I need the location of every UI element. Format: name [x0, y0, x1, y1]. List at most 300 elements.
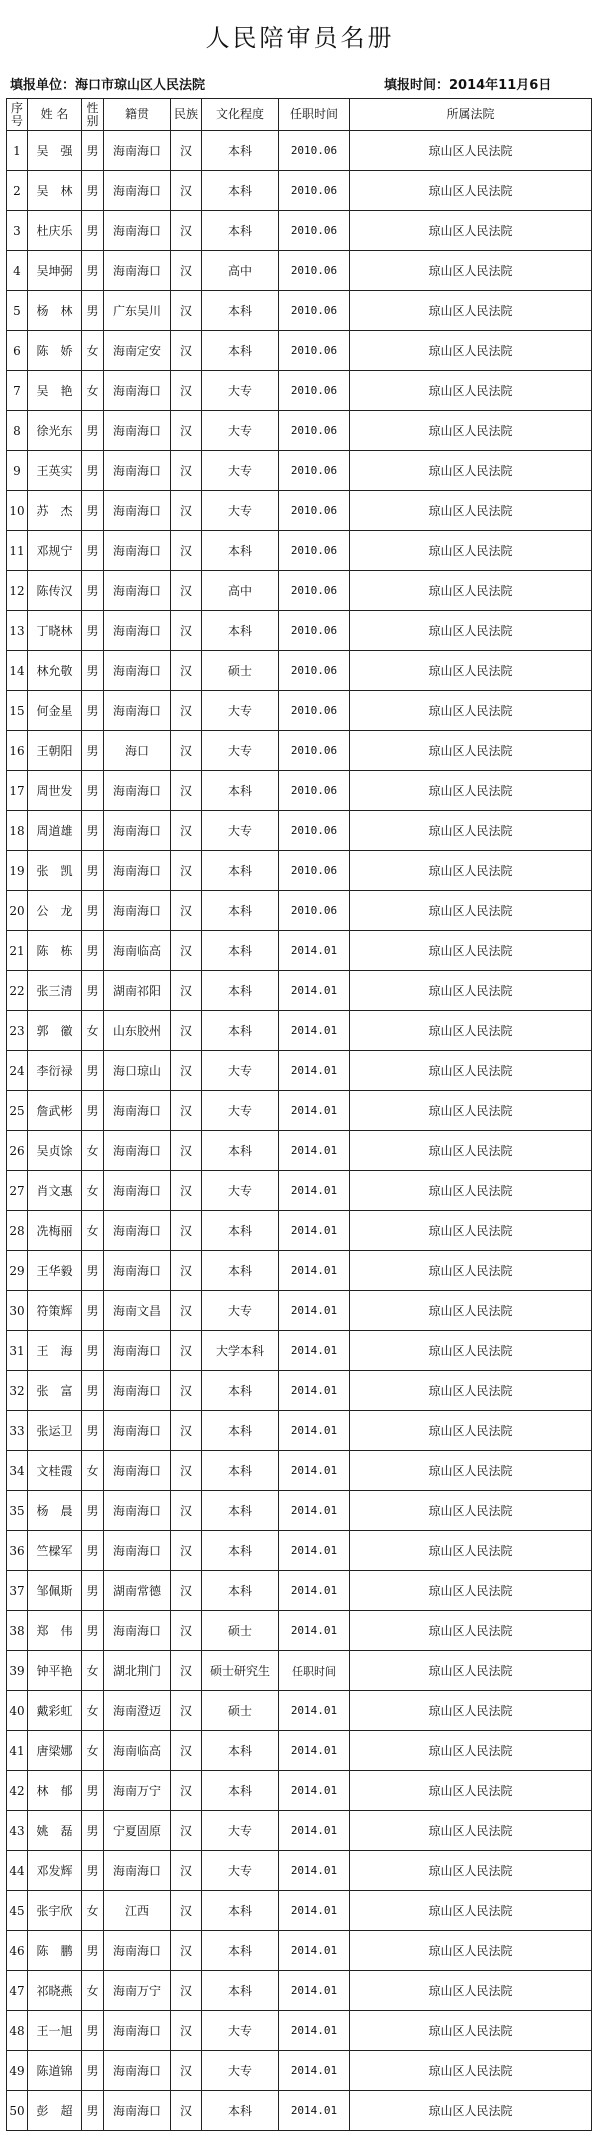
- table-row: [7, 1211, 592, 1251]
- cell-ethnicity: 汉: [171, 1371, 202, 1411]
- cell-index: 22: [7, 971, 28, 1011]
- cell-gender: 男: [82, 2051, 104, 2091]
- cell-education: 大专: [202, 1291, 279, 1331]
- cell-gender: 女: [82, 1971, 104, 2011]
- table-row: [7, 1291, 592, 1331]
- cell-index: 46: [7, 1931, 28, 1971]
- cell-index: 9: [7, 451, 28, 491]
- cell-origin: 海南万宁: [104, 1971, 171, 2011]
- cell-index: 18: [7, 811, 28, 851]
- cell-index: 43: [7, 1811, 28, 1851]
- cell-index: 40: [7, 1691, 28, 1731]
- cell-term-date: 2014.01: [279, 1011, 350, 1051]
- cell-origin: 江西: [104, 1891, 171, 1931]
- cell-gender: 男: [82, 2011, 104, 2051]
- table-row: [7, 1411, 592, 1451]
- cell-ethnicity: 汉: [171, 2091, 202, 2131]
- cell-gender: 男: [82, 1811, 104, 1851]
- cell-ethnicity: 汉: [171, 1251, 202, 1291]
- cell-index: 12: [7, 571, 28, 611]
- cell-index: 47: [7, 1971, 28, 2011]
- col-header-ethnicity: 民族: [171, 99, 202, 131]
- col-header-education: 文化程度: [202, 99, 279, 131]
- cell-name: 张 富: [28, 1371, 82, 1411]
- cell-gender: 男: [82, 1051, 104, 1091]
- cell-education: 大专: [202, 491, 279, 531]
- cell-index: 16: [7, 731, 28, 771]
- cell-term-date: 2014.01: [279, 1531, 350, 1571]
- table-row: [7, 1131, 592, 1171]
- cell-index: 21: [7, 931, 28, 971]
- cell-origin: 海南海口: [104, 2011, 171, 2051]
- cell-gender: 男: [82, 131, 104, 171]
- cell-ethnicity: 汉: [171, 971, 202, 1011]
- cell-court: 琼山区人民法院: [350, 1571, 592, 1611]
- cell-gender: 男: [82, 651, 104, 691]
- cell-index: 31: [7, 1331, 28, 1371]
- cell-term-date: 2014.01: [279, 1051, 350, 1091]
- cell-court: 琼山区人民法院: [350, 1651, 592, 1691]
- cell-court: 琼山区人民法院: [350, 1291, 592, 1331]
- cell-education: 本科: [202, 771, 279, 811]
- cell-name: 竺樑军: [28, 1531, 82, 1571]
- cell-education: 大专: [202, 1091, 279, 1131]
- cell-term-date: 2010.06: [279, 691, 350, 731]
- cell-term-date: 2014.01: [279, 1131, 350, 1171]
- cell-origin: 海南海口: [104, 411, 171, 451]
- cell-name: 张运卫: [28, 1411, 82, 1451]
- cell-term-date: 2014.01: [279, 1171, 350, 1211]
- cell-court: 琼山区人民法院: [350, 1091, 592, 1131]
- cell-index: 41: [7, 1731, 28, 1771]
- cell-index: 7: [7, 371, 28, 411]
- cell-education: 本科: [202, 531, 279, 571]
- cell-name: 林允敬: [28, 651, 82, 691]
- cell-index: 50: [7, 2091, 28, 2131]
- cell-ethnicity: 汉: [171, 1531, 202, 1571]
- cell-name: 张宇欣: [28, 1891, 82, 1931]
- cell-court: 琼山区人民法院: [350, 1011, 592, 1051]
- cell-education: 本科: [202, 1971, 279, 2011]
- cell-court: 琼山区人民法院: [350, 771, 592, 811]
- cell-index: 5: [7, 291, 28, 331]
- cell-name: 郑 伟: [28, 1611, 82, 1651]
- cell-name: 姚 磊: [28, 1811, 82, 1851]
- cell-origin: 海南万宁: [104, 1771, 171, 1811]
- cell-ethnicity: 汉: [171, 1131, 202, 1171]
- cell-education: 大专: [202, 2011, 279, 2051]
- cell-education: 大专: [202, 1171, 279, 1211]
- cell-gender: 女: [82, 1451, 104, 1491]
- cell-name: 何金星: [28, 691, 82, 731]
- cell-court: 琼山区人民法院: [350, 1611, 592, 1651]
- cell-ethnicity: 汉: [171, 1211, 202, 1251]
- cell-term-date: 2014.01: [279, 1851, 350, 1891]
- cell-index: 37: [7, 1571, 28, 1611]
- cell-gender: 男: [82, 1491, 104, 1531]
- cell-court: 琼山区人民法院: [350, 1811, 592, 1851]
- table-row: [7, 1011, 592, 1051]
- cell-education: 本科: [202, 611, 279, 651]
- table-row: [7, 1251, 592, 1291]
- cell-name: 戴彩虹: [28, 1691, 82, 1731]
- cell-term-date: 2014.01: [279, 1611, 350, 1651]
- cell-gender: 男: [82, 251, 104, 291]
- cell-education: 本科: [202, 331, 279, 371]
- cell-court: 琼山区人民法院: [350, 1691, 592, 1731]
- cell-education: 高中: [202, 571, 279, 611]
- cell-origin: 海南海口: [104, 1411, 171, 1451]
- cell-ethnicity: 汉: [171, 1691, 202, 1731]
- cell-origin: 海南澄迈: [104, 1691, 171, 1731]
- cell-index: 1: [7, 131, 28, 171]
- table-row: [7, 2091, 592, 2131]
- cell-origin: 海南海口: [104, 1171, 171, 1211]
- cell-origin: 海南海口: [104, 1451, 171, 1491]
- cell-gender: 女: [82, 331, 104, 371]
- cell-name: 丁晓林: [28, 611, 82, 651]
- cell-name: 王 海: [28, 1331, 82, 1371]
- cell-education: 本科: [202, 971, 279, 1011]
- cell-court: 琼山区人民法院: [350, 811, 592, 851]
- cell-name: 陈 鹏: [28, 1931, 82, 1971]
- table-row: [7, 691, 592, 731]
- cell-term-date: 2010.06: [279, 411, 350, 451]
- cell-name: 吴 艳: [28, 371, 82, 411]
- reporting-unit: 填报单位：海口市琼山区人民法院: [10, 78, 206, 93]
- cell-term-date: 2014.01: [279, 1291, 350, 1331]
- cell-term-date: 2014.01: [279, 1971, 350, 2011]
- cell-index: 6: [7, 331, 28, 371]
- cell-education: 硕士研究生: [202, 1651, 279, 1691]
- cell-origin: 海南海口: [104, 171, 171, 211]
- table-row: [7, 1971, 592, 2011]
- cell-index: 33: [7, 1411, 28, 1451]
- cell-gender: 男: [82, 171, 104, 211]
- cell-name: 王英实: [28, 451, 82, 491]
- cell-term-date: 2014.01: [279, 1251, 350, 1291]
- table-row: [7, 411, 592, 451]
- cell-ethnicity: 汉: [171, 1491, 202, 1531]
- cell-term-date: 2010.06: [279, 491, 350, 531]
- cell-origin: 海南海口: [104, 1211, 171, 1251]
- cell-name: 彭 超: [28, 2091, 82, 2131]
- cell-court: 琼山区人民法院: [350, 1771, 592, 1811]
- cell-name: 张三清: [28, 971, 82, 1011]
- cell-gender: 男: [82, 1531, 104, 1571]
- cell-origin: 海南海口: [104, 211, 171, 251]
- cell-education: 大专: [202, 451, 279, 491]
- cell-ethnicity: 汉: [171, 1891, 202, 1931]
- cell-education: 大专: [202, 1051, 279, 1091]
- cell-term-date: 2010.06: [279, 611, 350, 651]
- cell-ethnicity: 汉: [171, 1771, 202, 1811]
- cell-ethnicity: 汉: [171, 1851, 202, 1891]
- cell-education: 本科: [202, 1251, 279, 1291]
- col-header-index: 序号: [7, 99, 28, 131]
- cell-gender: 男: [82, 1091, 104, 1131]
- cell-court: 琼山区人民法院: [350, 371, 592, 411]
- cell-gender: 女: [82, 1131, 104, 1171]
- table-row: [7, 1691, 592, 1731]
- table-row: [7, 931, 592, 971]
- cell-origin: 海南海口: [104, 1371, 171, 1411]
- table-row: [7, 1091, 592, 1131]
- cell-name: 唐梁娜: [28, 1731, 82, 1771]
- cell-education: 大专: [202, 1851, 279, 1891]
- table-row: [7, 331, 592, 371]
- cell-term-date: 2014.01: [279, 1331, 350, 1371]
- cell-ethnicity: 汉: [171, 411, 202, 451]
- table-row: [7, 971, 592, 1011]
- cell-education: 本科: [202, 891, 279, 931]
- cell-index: 42: [7, 1771, 28, 1811]
- cell-term-date: 2010.06: [279, 851, 350, 891]
- cell-ethnicity: 汉: [171, 291, 202, 331]
- cell-court: 琼山区人民法院: [350, 1891, 592, 1931]
- table-row: [7, 1891, 592, 1931]
- cell-origin: 海南临高: [104, 1731, 171, 1771]
- cell-gender: 女: [82, 1211, 104, 1251]
- cell-gender: 女: [82, 1691, 104, 1731]
- cell-term-date: 2014.01: [279, 1491, 350, 1531]
- cell-name: 文桂霞: [28, 1451, 82, 1491]
- cell-origin: 宁夏固原: [104, 1811, 171, 1851]
- cell-origin: 海南海口: [104, 1091, 171, 1131]
- cell-name: 肖文惠: [28, 1171, 82, 1211]
- cell-index: 28: [7, 1211, 28, 1251]
- cell-index: 19: [7, 851, 28, 891]
- cell-ethnicity: 汉: [171, 1931, 202, 1971]
- cell-term-date: 2010.06: [279, 571, 350, 611]
- cell-gender: 男: [82, 491, 104, 531]
- cell-origin: 海南海口: [104, 491, 171, 531]
- table-row: [7, 291, 592, 331]
- cell-name: 陈 栋: [28, 931, 82, 971]
- cell-name: 杨 林: [28, 291, 82, 331]
- cell-gender: 男: [82, 1611, 104, 1651]
- table-row: [7, 2011, 592, 2051]
- cell-ethnicity: 汉: [171, 211, 202, 251]
- cell-origin: 海南海口: [104, 851, 171, 891]
- cell-court: 琼山区人民法院: [350, 131, 592, 171]
- table-row: [7, 1491, 592, 1531]
- cell-term-date: 2010.06: [279, 771, 350, 811]
- cell-ethnicity: 汉: [171, 1971, 202, 2011]
- cell-origin: 海南海口: [104, 451, 171, 491]
- cell-gender: 男: [82, 1851, 104, 1891]
- cell-origin: 湖南祁阳: [104, 971, 171, 1011]
- cell-term-date: 2014.01: [279, 2051, 350, 2091]
- cell-education: 本科: [202, 1931, 279, 1971]
- cell-gender: 男: [82, 531, 104, 571]
- cell-gender: 男: [82, 691, 104, 731]
- cell-name: 徐光东: [28, 411, 82, 451]
- cell-name: 王朝阳: [28, 731, 82, 771]
- cell-origin: 海南海口: [104, 811, 171, 851]
- cell-education: 硕士: [202, 1691, 279, 1731]
- cell-name: 周世发: [28, 771, 82, 811]
- cell-origin: 海南海口: [104, 2051, 171, 2091]
- cell-origin: 海南海口: [104, 1251, 171, 1291]
- cell-court: 琼山区人民法院: [350, 1371, 592, 1411]
- cell-index: 14: [7, 651, 28, 691]
- cell-court: 琼山区人民法院: [350, 251, 592, 291]
- table-row: [7, 731, 592, 771]
- cell-index: 10: [7, 491, 28, 531]
- col-header-gender: 性别: [82, 99, 104, 131]
- cell-ethnicity: 汉: [171, 1011, 202, 1051]
- table-body: [7, 131, 592, 2131]
- cell-index: 8: [7, 411, 28, 451]
- cell-court: 琼山区人民法院: [350, 971, 592, 1011]
- cell-origin: 海口琼山: [104, 1051, 171, 1091]
- cell-gender: 男: [82, 411, 104, 451]
- cell-education: 大学本科: [202, 1331, 279, 1371]
- cell-term-date: 2010.06: [279, 451, 350, 491]
- cell-index: 44: [7, 1851, 28, 1891]
- cell-gender: 男: [82, 291, 104, 331]
- header-row: [7, 99, 592, 131]
- cell-term-date: 2010.06: [279, 651, 350, 691]
- cell-education: 大专: [202, 731, 279, 771]
- cell-index: 24: [7, 1051, 28, 1091]
- cell-ethnicity: 汉: [171, 1411, 202, 1451]
- cell-court: 琼山区人民法院: [350, 851, 592, 891]
- cell-name: 吴坤弼: [28, 251, 82, 291]
- cell-term-date: 2010.06: [279, 331, 350, 371]
- cell-education: 本科: [202, 1411, 279, 1451]
- cell-education: 高中: [202, 251, 279, 291]
- cell-court: 琼山区人民法院: [350, 1051, 592, 1091]
- cell-court: 琼山区人民法院: [350, 1171, 592, 1211]
- table-row: [7, 771, 592, 811]
- juror-roster-table: [6, 98, 592, 2131]
- cell-origin: 海南海口: [104, 1491, 171, 1531]
- cell-origin: 海南临高: [104, 931, 171, 971]
- cell-ethnicity: 汉: [171, 371, 202, 411]
- cell-term-date: 2010.06: [279, 291, 350, 331]
- table-row: [7, 1811, 592, 1851]
- cell-ethnicity: 汉: [171, 331, 202, 371]
- cell-term-date: 2014.01: [279, 1371, 350, 1411]
- cell-name: 王一旭: [28, 2011, 82, 2051]
- cell-gender: 男: [82, 1571, 104, 1611]
- cell-education: 大专: [202, 371, 279, 411]
- table-row: [7, 371, 592, 411]
- cell-education: 本科: [202, 1491, 279, 1531]
- cell-name: 林 郁: [28, 1771, 82, 1811]
- table-row: [7, 1331, 592, 1371]
- col-header-origin: 籍贯: [104, 99, 171, 131]
- table-row: [7, 1651, 592, 1691]
- cell-gender: 男: [82, 891, 104, 931]
- cell-education: 本科: [202, 131, 279, 171]
- cell-court: 琼山区人民法院: [350, 1211, 592, 1251]
- table-row: [7, 451, 592, 491]
- cell-term-date: 2014.01: [279, 1411, 350, 1451]
- cell-origin: 海南海口: [104, 2091, 171, 2131]
- cell-name: 符策辉: [28, 1291, 82, 1331]
- cell-court: 琼山区人民法院: [350, 571, 592, 611]
- cell-gender: 女: [82, 1171, 104, 1211]
- cell-gender: 男: [82, 1331, 104, 1371]
- cell-name: 邓规宁: [28, 531, 82, 571]
- cell-name: 公 龙: [28, 891, 82, 931]
- cell-term-date: 2014.01: [279, 1571, 350, 1611]
- cell-term-date: 2014.01: [279, 1771, 350, 1811]
- cell-court: 琼山区人民法院: [350, 651, 592, 691]
- cell-court: 琼山区人民法院: [350, 1331, 592, 1371]
- cell-name: 邓发辉: [28, 1851, 82, 1891]
- cell-term-date: 2010.06: [279, 811, 350, 851]
- cell-origin: 湖北荆门: [104, 1651, 171, 1691]
- cell-name: 陈道锦: [28, 2051, 82, 2091]
- page-title: 人民陪审员名册: [205, 24, 395, 52]
- cell-ethnicity: 汉: [171, 1091, 202, 1131]
- cell-name: 郭 徽: [28, 1011, 82, 1051]
- cell-name: 杨 晨: [28, 1491, 82, 1531]
- cell-name: 苏 杰: [28, 491, 82, 531]
- cell-term-date: 任职时间: [279, 1651, 350, 1691]
- cell-ethnicity: 汉: [171, 1171, 202, 1211]
- cell-gender: 男: [82, 1931, 104, 1971]
- cell-index: 27: [7, 1171, 28, 1211]
- cell-term-date: 2010.06: [279, 131, 350, 171]
- cell-origin: 海南海口: [104, 1931, 171, 1971]
- table-row: [7, 1931, 592, 1971]
- table-row: [7, 1171, 592, 1211]
- cell-name: 张 凯: [28, 851, 82, 891]
- cell-index: 36: [7, 1531, 28, 1571]
- cell-ethnicity: 汉: [171, 171, 202, 211]
- cell-ethnicity: 汉: [171, 811, 202, 851]
- cell-index: 39: [7, 1651, 28, 1691]
- cell-court: 琼山区人民法院: [350, 491, 592, 531]
- cell-origin: 海南海口: [104, 571, 171, 611]
- cell-term-date: 2014.01: [279, 1891, 350, 1931]
- table-row: [7, 851, 592, 891]
- cell-index: 45: [7, 1891, 28, 1931]
- cell-name: 陈 娇: [28, 331, 82, 371]
- cell-education: 本科: [202, 1771, 279, 1811]
- cell-gender: 男: [82, 931, 104, 971]
- cell-court: 琼山区人民法院: [350, 1491, 592, 1531]
- cell-name: 钟平艳: [28, 1651, 82, 1691]
- cell-court: 琼山区人民法院: [350, 211, 592, 251]
- cell-name: 祁晓燕: [28, 1971, 82, 2011]
- cell-index: 29: [7, 1251, 28, 1291]
- cell-court: 琼山区人民法院: [350, 451, 592, 491]
- cell-index: 49: [7, 2051, 28, 2091]
- cell-ethnicity: 汉: [171, 1611, 202, 1651]
- cell-index: 32: [7, 1371, 28, 1411]
- cell-term-date: 2010.06: [279, 371, 350, 411]
- cell-name: 吴贞馀: [28, 1131, 82, 1171]
- table-row: [7, 1771, 592, 1811]
- cell-name: 王华毅: [28, 1251, 82, 1291]
- table-row: [7, 1851, 592, 1891]
- cell-gender: 男: [82, 851, 104, 891]
- cell-court: 琼山区人民法院: [350, 691, 592, 731]
- cell-term-date: 2014.01: [279, 1731, 350, 1771]
- cell-origin: 海南海口: [104, 371, 171, 411]
- table-row: [7, 1051, 592, 1091]
- cell-gender: 男: [82, 611, 104, 651]
- cell-name: 吴 强: [28, 131, 82, 171]
- table-row: [7, 1371, 592, 1411]
- cell-index: 30: [7, 1291, 28, 1331]
